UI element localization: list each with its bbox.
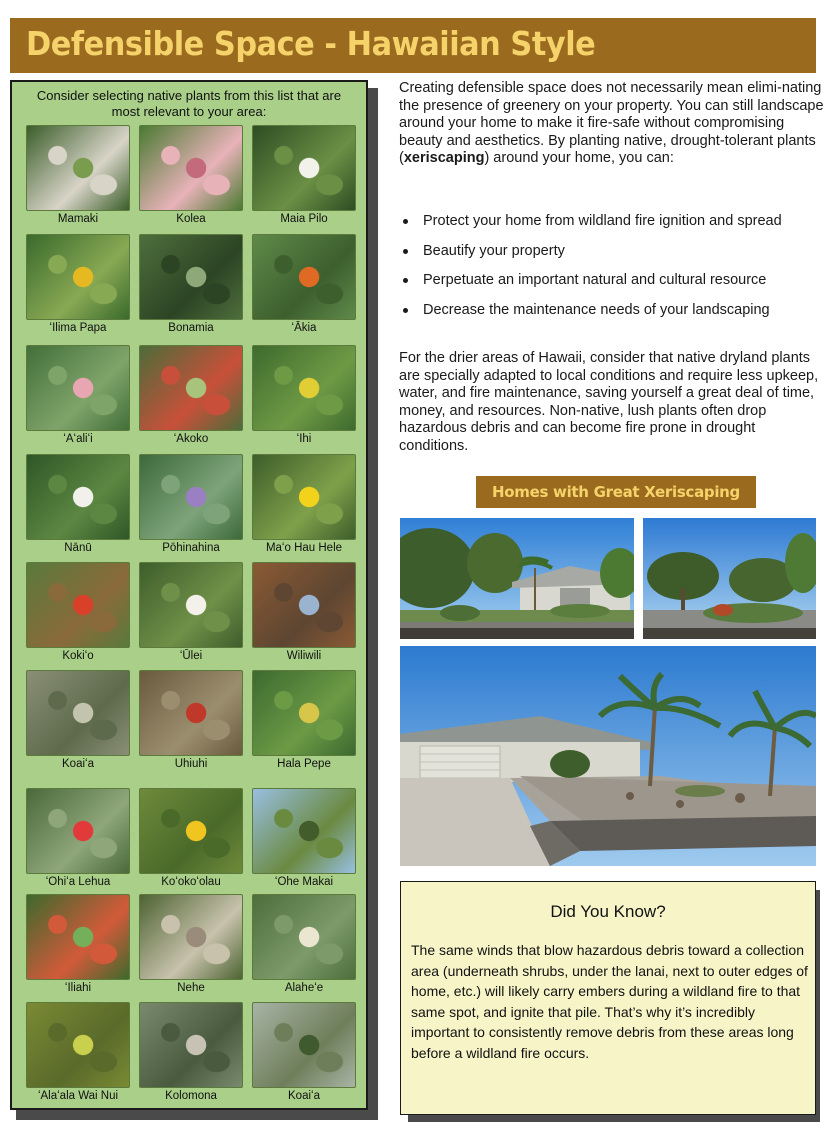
plant-name: Maia Pilo (280, 213, 328, 225)
plant-item (26, 345, 130, 445)
plant-photo (26, 125, 130, 211)
plant-item (252, 670, 356, 770)
plant-photo (252, 1002, 356, 1088)
plant-name: ʻAkoko (173, 433, 209, 445)
plant-photo (252, 454, 356, 540)
plant-photo (252, 345, 356, 431)
did-you-know-box (400, 881, 816, 1115)
plant-photo (139, 562, 243, 648)
plant-item (139, 1002, 243, 1102)
list-item (399, 242, 824, 260)
plant-photo (139, 1002, 243, 1088)
list-item (399, 212, 824, 230)
plant-photo (139, 670, 243, 756)
plant-name: Kolea (176, 213, 206, 225)
list-item-text: Decrease the maintenance needs of your landscaping (423, 301, 770, 318)
plant-item (139, 125, 243, 225)
list-item (399, 271, 824, 289)
plant-item (139, 345, 243, 445)
list-item-text: Protect your home from wildland fire ignition and spread (423, 213, 782, 229)
plant-photo (139, 894, 243, 980)
plant-name: ʻOhe Makai (274, 876, 334, 888)
plant-name: Nehe (177, 982, 205, 994)
house-photo-3 (400, 646, 816, 866)
plant-item (26, 234, 130, 334)
plant-photo (252, 234, 356, 320)
plant-photo (139, 788, 243, 874)
plant-item (26, 454, 130, 554)
plant-item (139, 894, 243, 994)
plant-name: Maʻo Hau Hele (265, 542, 343, 554)
page-title: Defensible Space - Hawaiian Style (26, 24, 596, 63)
list-item-text: Perpetuate an important natural and cultural resource (423, 272, 767, 288)
did-you-know-body: The same winds that blow hazardous debris toward a collection area (underneath shrubs, under the lanai, next to outer edges of home, etc.) will likely carry embers during a wildland fire to that same spot, and ignite that pile. That’s why it’s incredibly important to consistently remove debris from these areas long before a wildland fire occurs. (411, 942, 808, 1061)
plant-photo (26, 345, 130, 431)
plant-name: ʻIlima Papa (49, 322, 107, 334)
intro-paragraph (399, 80, 824, 168)
plant-photo (26, 788, 130, 874)
plant-item (252, 562, 356, 662)
plant-name: Alaheʻe (284, 982, 324, 994)
plant-name: ʻOhiʻa Lehua (45, 876, 111, 888)
plant-name: ʻAlaʻala Wai Nui (37, 1090, 119, 1102)
plant-photo (252, 125, 356, 211)
intro-text-2: ) around your home, you can: (484, 150, 674, 166)
plant-name: Koʻokoʻolau (161, 876, 221, 888)
list-item (399, 301, 824, 319)
plant-photo (26, 894, 130, 980)
plant-photo (252, 788, 356, 874)
list-item-text: Beautify your property (423, 242, 565, 259)
plant-name: Bonamia (168, 322, 214, 334)
plant-photo (26, 562, 130, 648)
house-photo-1 (400, 518, 634, 639)
plant-name: ʻIhi (296, 433, 312, 445)
did-you-know-heading: Did You Know? (550, 902, 666, 921)
plant-photo (139, 234, 243, 320)
plant-name: Nānū (64, 542, 92, 554)
plant-item (139, 234, 243, 334)
plant-item (139, 670, 243, 770)
plant-name: Kokiʻo (62, 650, 94, 662)
bullet-icon (403, 278, 408, 283)
plant-item (26, 894, 130, 994)
plant-item (252, 454, 356, 554)
plant-photo (26, 670, 130, 756)
plant-photo (26, 1002, 130, 1088)
plant-name: Koaiʻa (62, 758, 94, 770)
plant-item (252, 894, 356, 994)
plant-photo (252, 670, 356, 756)
plant-item (252, 1002, 356, 1102)
plant-item (26, 670, 130, 770)
plant-name: ʻĀkia (291, 322, 317, 334)
plant-photo (139, 345, 243, 431)
plant-name: Uhiuhi (174, 758, 208, 770)
title-banner (10, 18, 816, 73)
plant-name: ʻAʻaliʻi (63, 433, 93, 445)
plant-name: Kolomona (165, 1090, 217, 1102)
bullet-icon (403, 249, 408, 254)
plant-name: Mamaki (57, 213, 99, 225)
native-plants-panel (10, 80, 368, 1110)
plant-item (26, 788, 130, 888)
plant-item (252, 234, 356, 334)
plant-item (26, 562, 130, 662)
plant-photo (139, 454, 243, 540)
plant-item (252, 345, 356, 445)
plant-photo (26, 454, 130, 540)
house-photo-2 (643, 518, 816, 639)
xeriscaping-heading: Homes with Great Xeriscaping (492, 483, 740, 501)
plant-name: Hala Pepe (277, 758, 331, 770)
plant-item (139, 454, 243, 554)
plant-item (139, 788, 243, 888)
plant-name: Wiliwili (286, 650, 322, 662)
plant-item (252, 125, 356, 225)
plant-name: ʻŪlei (179, 650, 203, 662)
plant-name: ʻIliahi (64, 982, 92, 994)
plants-intro: Consider selecting native plants from this list that are most relevant to your area: (36, 88, 342, 119)
plant-name: Koaiʻa (288, 1090, 320, 1102)
dryland-paragraph: For the drier areas of Hawaii, consider that native dryland plants are specially adapted to local conditions and require less upkeep, water, and fire maintenance, saving yourself a great deal of time, money, and resources. Non-native, lush plants often drop hazardous debris and can become fire prone in drought conditions. (399, 350, 819, 454)
plant-item (26, 125, 130, 225)
benefits-list (399, 212, 824, 330)
plant-photo (26, 234, 130, 320)
plant-photo (252, 894, 356, 980)
bullet-icon (403, 308, 408, 313)
plant-name: Pōhinahina (162, 542, 220, 554)
plant-item (252, 788, 356, 888)
plant-item (139, 562, 243, 662)
bullet-icon (403, 219, 408, 224)
xeriscaping-banner (476, 476, 756, 508)
plant-item (26, 1002, 130, 1102)
plant-photo (252, 562, 356, 648)
intro-text-1: Creating defensible space does not necessarily mean elimi-nating the presence of greenery on your property. You can still landscape around your home to make it fire-safe without compromising beauty and aesthetics. By planting native, drought-tolerant plants ( (399, 80, 824, 166)
intro-bold-term: xeriscaping (403, 150, 485, 166)
plant-photo (139, 125, 243, 211)
